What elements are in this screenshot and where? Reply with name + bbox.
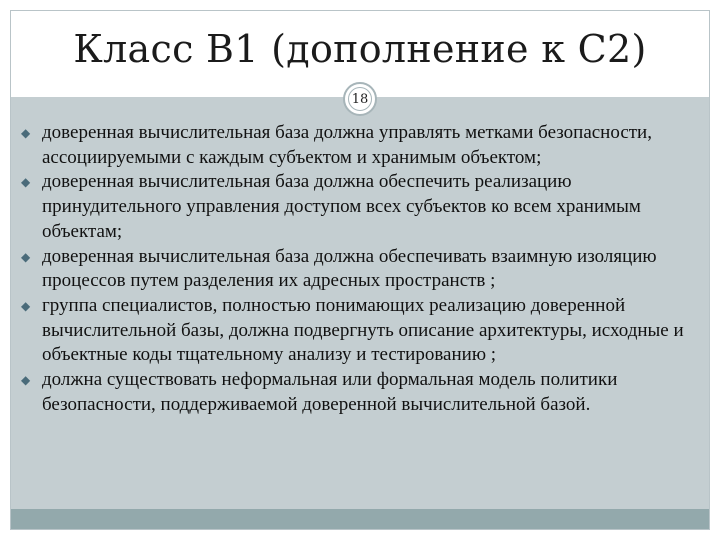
list-item [20,245,700,294]
page-number: 18 [351,91,369,107]
bullet-text: должна существовать неформальная или формальная модель политики безопасности, поддерживаемой доверенной вычислительной базой. [42,369,618,415]
list-item [20,368,700,417]
bullet-icon: ◆ [21,249,31,264]
bullet-text: доверенная вычислительная база должна обеспечить реализацию принудительного управления доступом всех субъектов ко всем хранимым объектам; [42,171,641,242]
bullet-icon: ◆ [21,126,31,140]
bullet-text: доверенная вычислительная база должна обеспечивать взаимную изоляцию процессов путем разделения их адресных пространств ; [42,245,657,292]
list-item [20,121,700,170]
bullet-list [20,121,700,417]
bottom-bar [11,509,709,529]
bullet-icon: ◆ [21,298,31,313]
bullet-text: группа специалистов, полностью понимающих реализацию доверенной вычислительной базы, должна подвергнуть описание архитектуры, исходные и объектные коды тщательному анализу и тестированию ; [42,294,684,366]
bullet-text: доверенная вычислительная база должна управлять метками безопасности, ассоциируемыми с каждым субъектом и хранимым объектом; [42,122,652,168]
bullet-icon: ◆ [21,175,31,190]
bullet-icon: ◆ [21,373,31,388]
list-item [20,170,700,244]
slide-title: Класс B1 (дополнение к C2) [73,27,647,71]
page-number-badge [343,82,377,116]
list-item [20,294,700,368]
